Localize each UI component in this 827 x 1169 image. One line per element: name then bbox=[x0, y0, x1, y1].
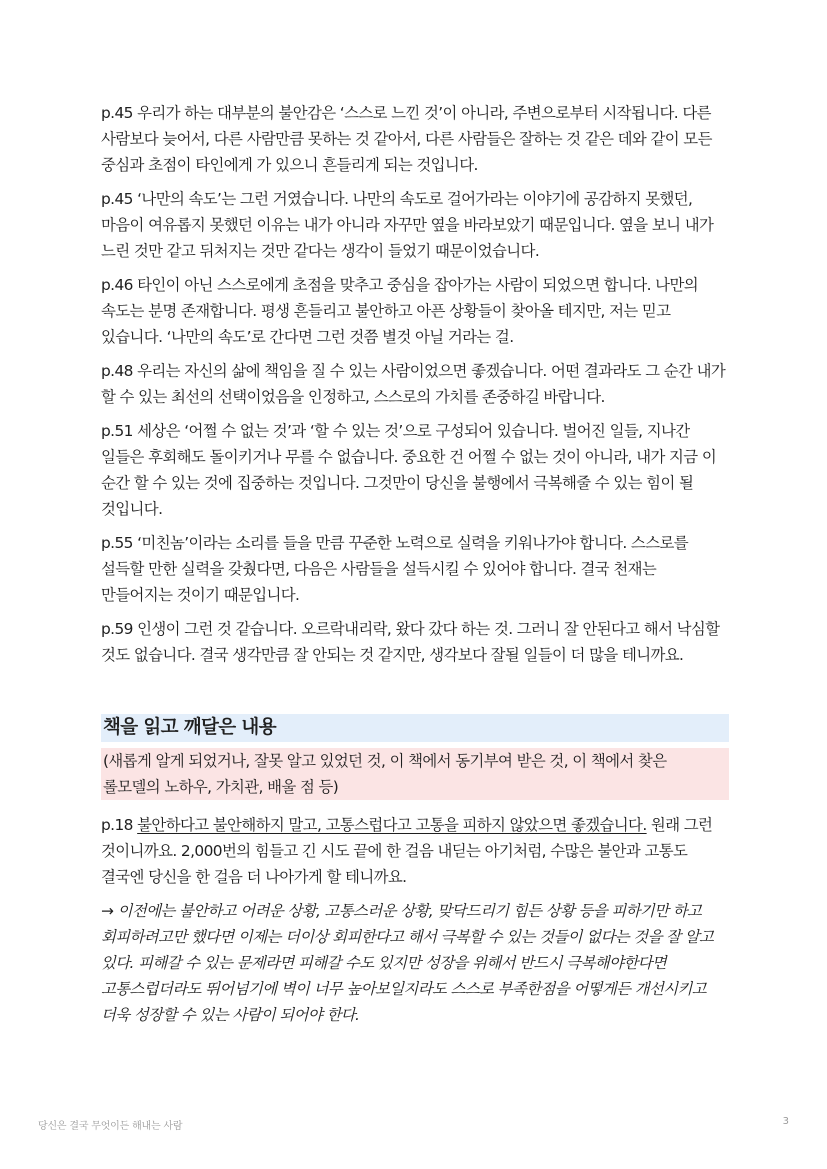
document-body bbox=[101, 100, 729, 1036]
quote-paragraph: p.45 우리가 하는 대부분의 불안감은 ‘스스로 느낀 것’이 아니라, 주변으로부터 시작됩니다. 다른 사람보다 늦어서, 다른 사람만큼 못하는 것 같아서, 다른 사람들은 잘하는 것 같은 데와 같이 모든 중심과 초점이 타인에게 가 있으니 흔들리게 되는 것입니다. bbox=[101, 104, 712, 174]
insight-paragraph bbox=[101, 812, 729, 890]
section-heading: 책을 읽고 깨달은 내용 bbox=[101, 714, 729, 742]
quote-paragraph: p.46 타인이 아닌 스스로에게 초점을 맞추고 중심을 잡아가는 사람이 되었으면 합니다. 나만의 속도는 분명 존재합니다. 평생 흔들리고 불안하고 아픈 상황들이 찾아올 테지만, 저는 믿고 있습니다. ‘나만의 속도’로 간다면 그런 것쯤 별것 아닐 거라는 걸. bbox=[101, 276, 698, 346]
quote-paragraph: p.55 ‘미친놈’이라는 소리를 들을 만큼 꾸준한 노력으로 실력을 키워나가야 합니다. 스스로를 설득할 만한 실력을 갖췄다면, 다음은 사람들을 설득시킬 수 있어야 합니다. 결국 천재는 만들어지는 것이기 때문입니다. bbox=[101, 534, 689, 604]
insight-text: 원래 그런 것이니까요. 2,000번의 힘들고 긴 시도 끝에 한 걸음 내딛는 아기처럼, 수많은 불안과 고통도 결국엔 당신을 한 걸음 더 나아가게 할 테니까요. bbox=[101, 816, 713, 886]
footer-title: 당신은 결국 무엇이든 해내는 사람 bbox=[38, 1121, 183, 1132]
reflection-paragraph: → 이전에는 불안하고 어려운 상황, 고통스러운 상황, 맞닥드리기 힘든 상황 등을 피하기만 하고 회피하려고만 했다면 이제는 더이상 회피한다고 해서 극복할 수 있는 것들이 없다는 것을 잘 알고 있다. 피해갈 수 있는 문제라면 피해갈 수도 있지만 성장을 위해서 반드시 극복해야한다면 고통스럽더라도 뛰어넘기에 벽이 너무 높아보일지라도 스스로 부족한점을 어떻게든 개선시키고 더욱 성장할 수 있는 사람이 되어야 한다. bbox=[101, 902, 714, 1024]
insight-underlined-text: 불안하다고 불안해하지 말고, 고통스럽다고 고통을 피하지 않았으면 좋겠습니다. bbox=[137, 816, 647, 834]
quote-paragraph: p.48 우리는 자신의 삶에 책임을 질 수 있는 사람이었으면 좋겠습니다. 어떤 결과라도 그 순간 내가 할 수 있는 최선의 선택이었음을 인정하고, 스스로의 가치를 존중하길 바랍니다. bbox=[101, 362, 726, 406]
section-note: (새롭게 알게 되었거나, 잘못 알고 있었던 것, 이 책에서 동기부여 받은 것, 이 책에서 찾은 롤모델의 노하우, 가치관, 배울 점 등) bbox=[101, 748, 729, 800]
page-number: 3 bbox=[782, 1116, 789, 1127]
quote-paragraph: p.59 인생이 그런 것 같습니다. 오르락내리락, 왔다 갔다 하는 것. 그러니 잘 안된다고 해서 낙심할 것도 없습니다. 결국 생각만큼 잘 안되는 것 같지만, 생각보다 잘될 일들이 더 많을 테니까요. bbox=[101, 620, 720, 664]
quote-paragraph: p.51 세상은 ‘어쩔 수 없는 것’과 ‘할 수 있는 것’으로 구성되어 있습니다. 벌어진 일들, 지나간 일들은 후회해도 돌이키거나 무를 수 없습니다. 중요한 건 어쩔 수 없는 것이 아니라, 내가 지금 이 순간 할 수 있는 것에 집중하는 것입니다. 그것만이 당신을 불행에서 극복해줄 수 있는 힘이 될 것입니다. bbox=[101, 422, 717, 518]
insight-page: p.18 bbox=[101, 816, 133, 834]
quote-paragraph: p.45 ‘나만의 속도’는 그런 거였습니다. 나만의 속도로 걸어가라는 이야기에 공감하지 못했던, 마음이 여유롭지 못했던 이유는 내가 아니라 자꾸만 옆을 바라보았기 때문입니다. 옆을 보니 내가 느린 것만 같고 뒤처지는 것만 같다는 생각이 들었기 때문이었습니다. bbox=[101, 190, 714, 260]
